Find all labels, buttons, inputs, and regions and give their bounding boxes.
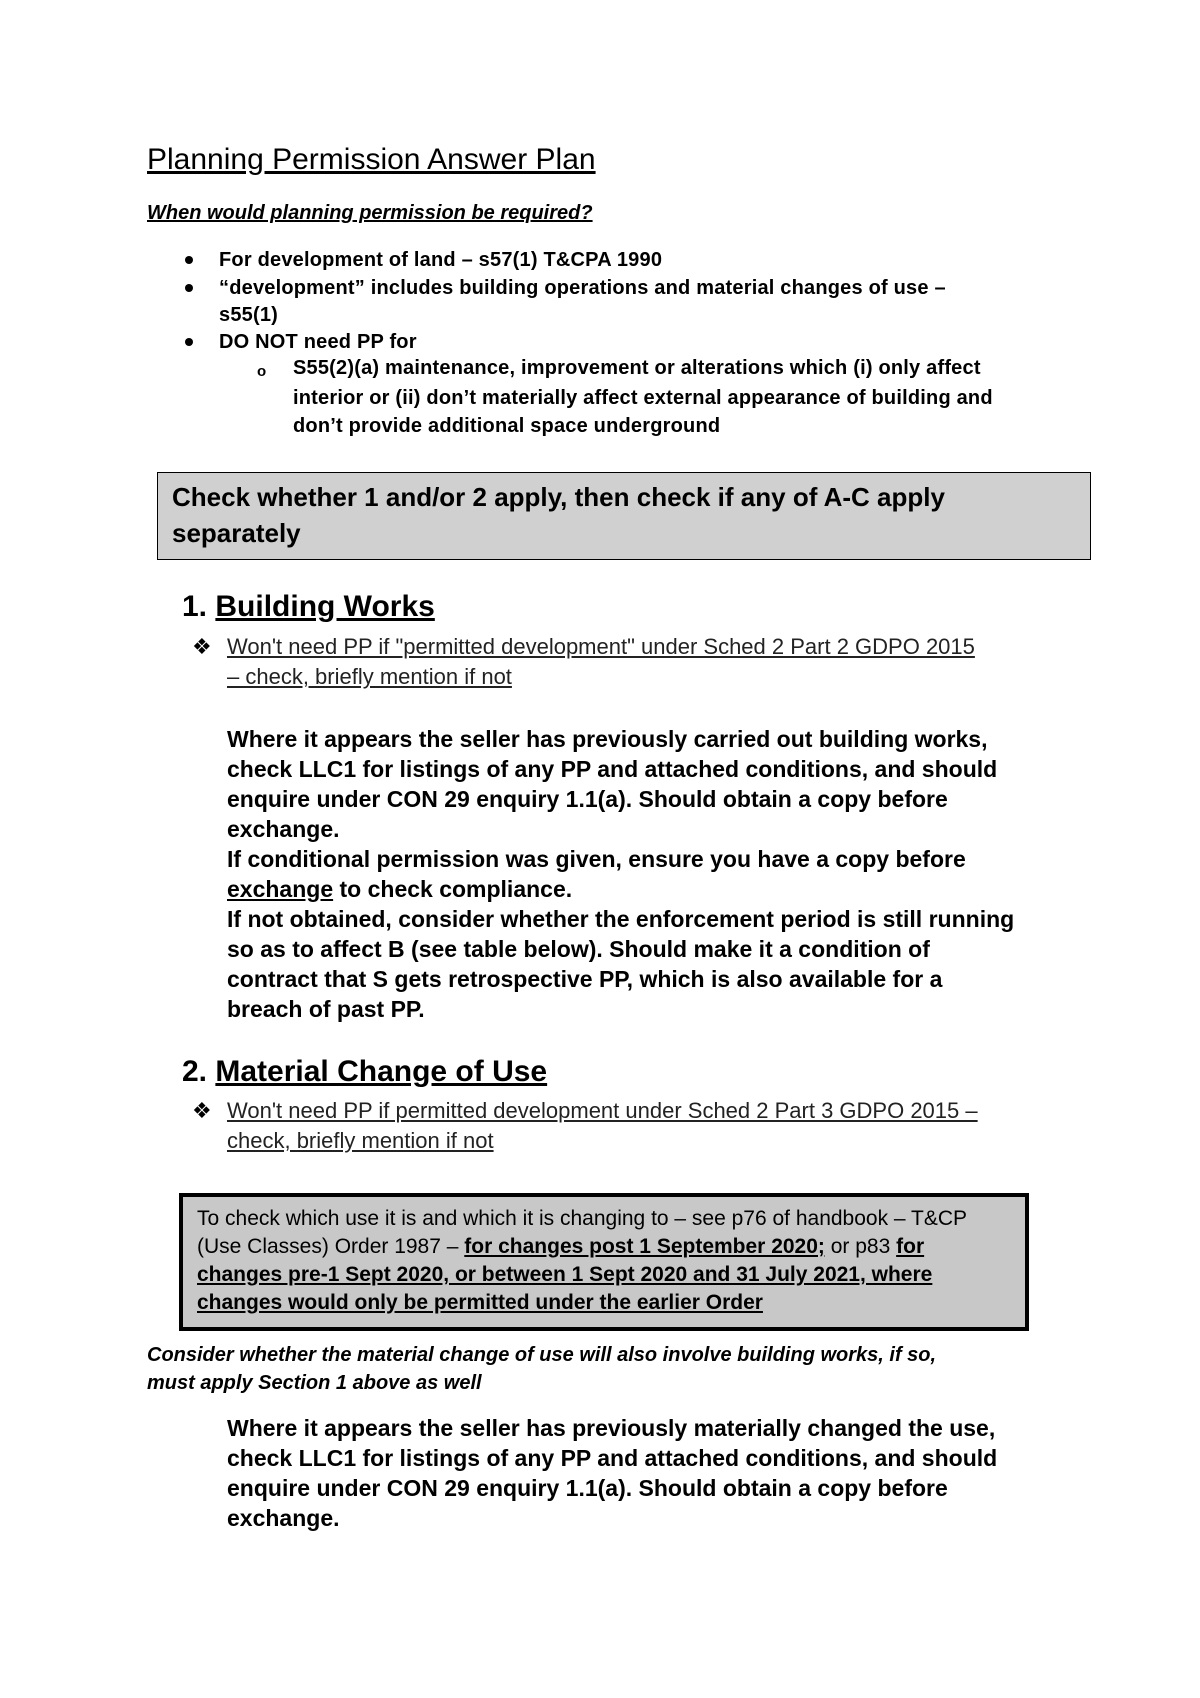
paragraph-line bbox=[227, 874, 1087, 904]
paragraph-line: exchange. bbox=[227, 816, 340, 842]
bullet-icon bbox=[185, 338, 193, 346]
paragraph-line: exchange. bbox=[227, 1505, 340, 1531]
paragraph-line: enquire under CON 29 enquiry 1.1(a). Should obtain a copy before bbox=[227, 1475, 948, 1501]
sub-list-item-continued: don’t provide additional space underground bbox=[293, 415, 721, 437]
section-title: Building Works bbox=[215, 590, 435, 623]
consider-note bbox=[147, 1341, 1047, 1397]
box-fragment: (Use Classes) Order 1987 – bbox=[197, 1235, 465, 1258]
paragraph-line: check LLC1 for listings of any PP and attached conditions, and should bbox=[227, 756, 998, 782]
list-item: DO NOT need PP for bbox=[219, 331, 417, 353]
box-line bbox=[197, 1233, 1011, 1261]
box-line: changes pre-1 Sept 2020, or between 1 Sept 2020 and 31 July 2021, where bbox=[197, 1263, 933, 1286]
requirements-list bbox=[147, 246, 1047, 446]
use-classes-box bbox=[179, 1193, 1029, 1331]
permitted-development-note bbox=[227, 632, 975, 692]
bullet-icon bbox=[185, 256, 193, 264]
paragraph-line: If not obtained, consider whether the enforcement period is still running bbox=[227, 906, 1015, 932]
paragraph-line: check LLC1 for listings of any PP and attached conditions, and should bbox=[227, 1445, 998, 1471]
section-number: 1. bbox=[182, 590, 208, 623]
check-instruction-line: separately bbox=[172, 518, 301, 548]
box-emphasis: for changes post 1 September 2020; bbox=[464, 1235, 825, 1258]
paragraph-line: so as to affect B (see table below). Should make it a condition of bbox=[227, 936, 930, 962]
sub-list-item: S55(2)(a) maintenance, improvement or alterations which (i) only affect bbox=[293, 357, 981, 379]
building-works-paragraph bbox=[227, 724, 1087, 1024]
paragraph-fragment: to check compliance. bbox=[333, 876, 573, 902]
sub-list-item-continued: interior or (ii) don’t materially affect external appearance of building and bbox=[293, 387, 993, 409]
box-emphasis: for bbox=[896, 1235, 925, 1258]
paragraph-line: contract that S gets retrospective PP, which is also available for a bbox=[227, 966, 943, 992]
paragraph-line: breach of past PP. bbox=[227, 996, 425, 1022]
paragraph-line: Where it appears the seller has previously materially changed the use, bbox=[227, 1415, 996, 1441]
question-heading: When would planning permission be required? bbox=[147, 202, 593, 224]
diamond-bullet-icon: ❖ bbox=[192, 1098, 212, 1123]
section-heading-material-change bbox=[182, 1055, 547, 1089]
exchange-word: exchange bbox=[227, 876, 334, 902]
note-line: – check, briefly mention if not bbox=[227, 664, 512, 689]
bullet-icon bbox=[185, 284, 193, 292]
permitted-development-note bbox=[227, 1096, 978, 1156]
box-fragment: or p83 bbox=[824, 1235, 897, 1258]
check-instruction-line: Check whether 1 and/or 2 apply, then check if any of A-C apply bbox=[172, 482, 945, 512]
paragraph-line: If conditional permission was given, ensure you have a copy before bbox=[227, 846, 966, 872]
box-line: To check which use it is and which it is changing to – see p76 of handbook – T&CP bbox=[197, 1207, 968, 1230]
section-number: 2. bbox=[182, 1055, 208, 1088]
note-line: must apply Section 1 above as well bbox=[147, 1372, 482, 1394]
section-title: Material Change of Use bbox=[215, 1055, 548, 1088]
page-title: Planning Permission Answer Plan bbox=[147, 143, 596, 176]
note-line: check, briefly mention if not bbox=[227, 1128, 494, 1153]
list-item: For development of land – s57(1) T&CPA 1990 bbox=[219, 249, 663, 271]
list-item-continued: s55(1) bbox=[219, 304, 279, 326]
section-heading-building-works bbox=[182, 590, 435, 624]
diamond-bullet-icon: ❖ bbox=[192, 634, 212, 659]
note-line: Won't need PP if permitted development under Sched 2 Part 3 GDPO 2015 – bbox=[227, 1098, 978, 1123]
paragraph-line: Where it appears the seller has previously carried out building works, bbox=[227, 726, 988, 752]
check-instruction-box bbox=[157, 472, 1091, 560]
box-line: changes would only be permitted under the earlier Order bbox=[197, 1291, 763, 1314]
note-line: Won't need PP if "permitted development" under Sched 2 Part 2 GDPO 2015 bbox=[227, 634, 975, 659]
note-line: Consider whether the material change of use will also involve building works, if so, bbox=[147, 1344, 937, 1366]
paragraph-line: enquire under CON 29 enquiry 1.1(a). Should obtain a copy before bbox=[227, 786, 948, 812]
sub-bullet-icon: o bbox=[257, 363, 267, 380]
material-change-paragraph bbox=[227, 1413, 1087, 1533]
list-item: “development” includes building operations and material changes of use – bbox=[219, 277, 946, 299]
